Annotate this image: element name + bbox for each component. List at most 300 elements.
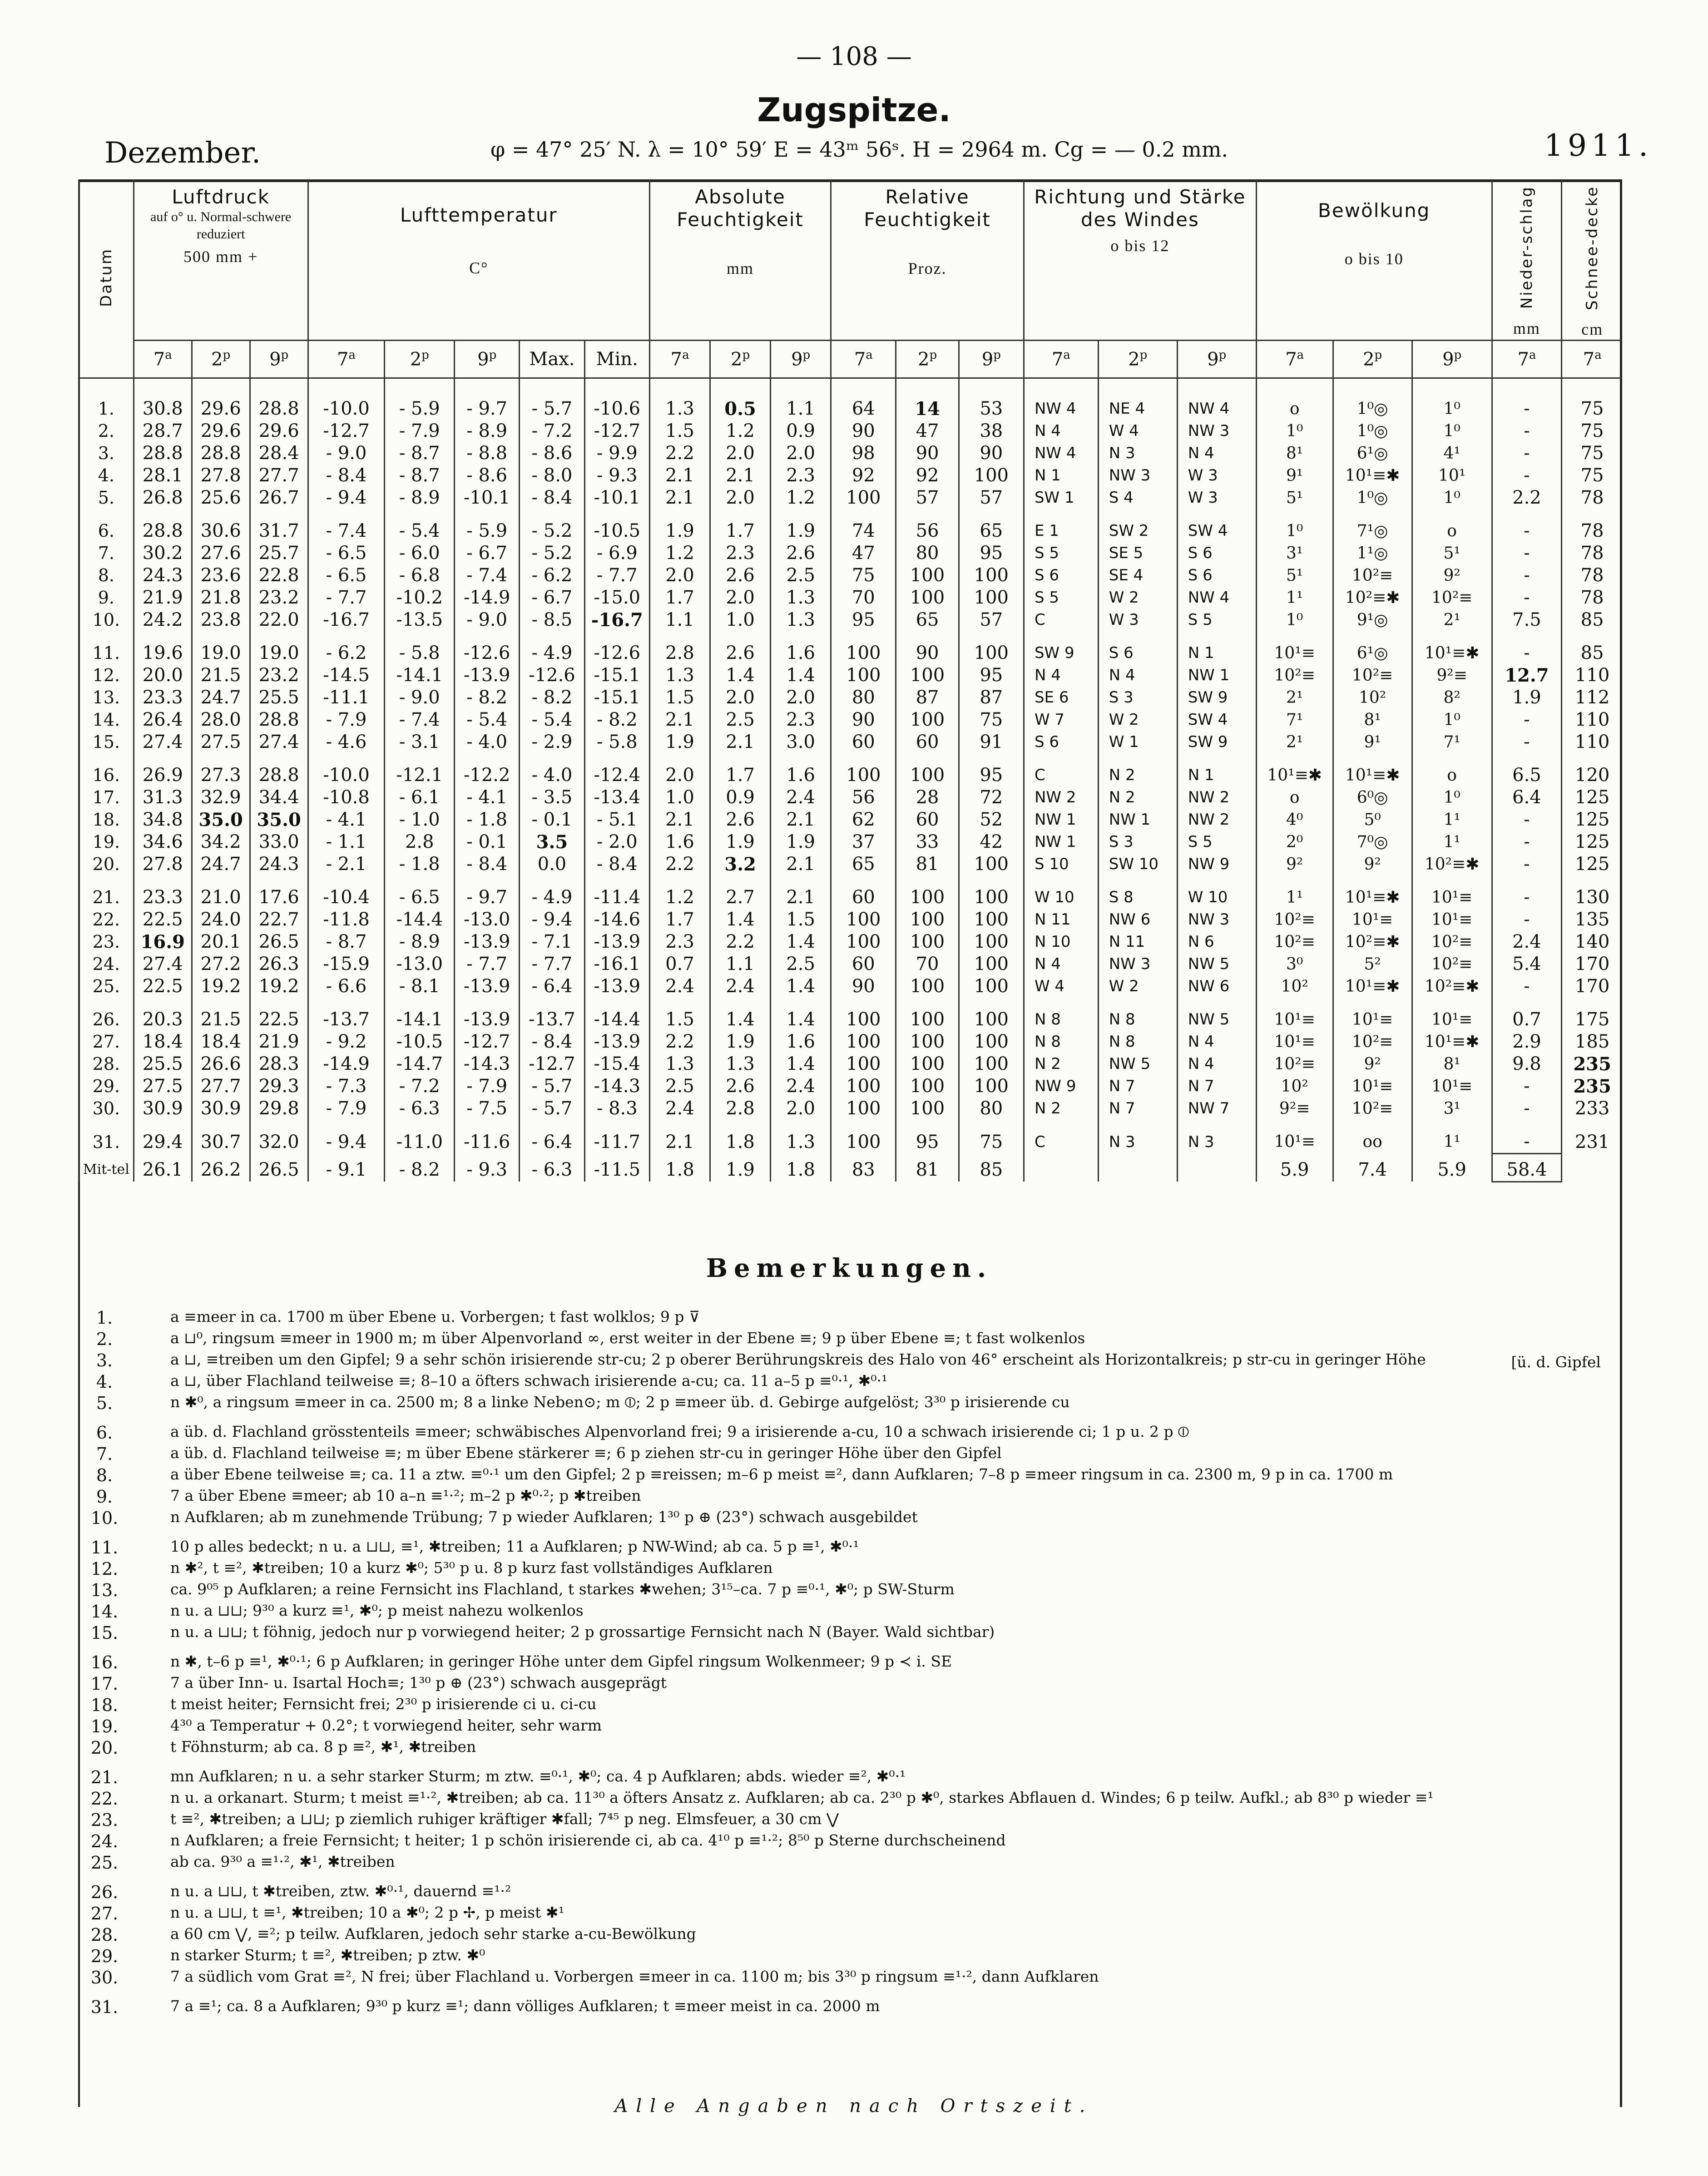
value-cell: NW 5 <box>1098 1053 1177 1075</box>
value-cell: 2.2 <box>649 1031 710 1053</box>
value-cell: 100 <box>896 753 959 786</box>
mean-cell: - 8.2 <box>385 1153 455 1182</box>
remark-text: n ✱, t–6 p ≡¹, ✱⁰·¹; 6 p Aufklaren; in geringer Höhe unter dem Gipfel ringsum Wolkenmeer; 9 p ≺ i. SE <box>170 1652 952 1670</box>
value-cell: 92 <box>831 465 896 487</box>
remark-day: 28. <box>90 1925 119 1945</box>
value-cell: - <box>1492 853 1562 875</box>
value-cell: 2.4 <box>649 1098 710 1120</box>
value-cell: S 3 <box>1098 831 1177 853</box>
value-cell: 9² <box>1412 564 1492 587</box>
table-row <box>79 609 1623 631</box>
value-cell: 6¹◎ <box>1333 442 1412 465</box>
remarks-list <box>79 1308 1614 2052</box>
value-cell: -11.0 <box>385 1120 455 1154</box>
value-cell: 34.4 <box>250 786 308 809</box>
value-cell: 2.0 <box>771 442 831 465</box>
value-cell: 100 <box>959 631 1024 664</box>
value-cell: 3¹ <box>1256 542 1333 564</box>
value-cell: - 7.4 <box>455 564 520 587</box>
value-cell: 30.2 <box>134 542 192 564</box>
value-cell: 6.5 <box>1492 753 1562 786</box>
day-cell: 5. <box>79 487 134 509</box>
remark-text: a ⊔, ≡treiben um den Gipfel; 9 a sehr schön irisierende str-cu; 2 p oberer Berührungskreis des Halo von 46° erscheint als Horizontalkreis; p str-cu in geringer Höhe <box>170 1350 1426 1368</box>
value-cell: -11.7 <box>584 1120 649 1154</box>
value-cell: 233 <box>1562 1098 1622 1120</box>
value-cell: S 6 <box>1177 564 1256 587</box>
remark-day: 21. <box>90 1767 119 1787</box>
value-cell: 33 <box>896 831 959 853</box>
value-cell: -10.2 <box>385 587 455 609</box>
value-cell: N 4 <box>1177 1031 1256 1053</box>
day-cell: 18. <box>79 809 134 831</box>
value-cell: 2.5 <box>710 709 771 731</box>
value-cell: 10¹≡ <box>1412 909 1492 931</box>
value-cell: -13.9 <box>584 931 649 953</box>
value-cell: 75 <box>1562 465 1622 487</box>
remark-text: a 60 cm ⋁, ≡²; p teilw. Aufklaren, jedoch sehr starke a-cu-Bewölkung <box>170 1925 696 1943</box>
value-cell: - 6.3 <box>385 1098 455 1120</box>
value-cell: -12.7 <box>520 1053 584 1075</box>
value-cell: 2.2 <box>649 853 710 875</box>
value-cell: SE 4 <box>1098 564 1177 587</box>
value-cell: 30.8 <box>134 398 192 420</box>
value-cell: N 11 <box>1024 909 1098 931</box>
value-cell: N 11 <box>1098 931 1177 953</box>
value-cell: NW 5 <box>1177 953 1256 975</box>
value-cell: 1⁰ <box>1412 487 1492 509</box>
value-cell: 95 <box>896 1120 959 1154</box>
value-cell: 1.3 <box>771 609 831 631</box>
value-cell: NW 6 <box>1177 975 1256 998</box>
day-cell: 6. <box>79 509 134 542</box>
value-cell: - 8.2 <box>455 687 520 709</box>
value-cell: 100 <box>896 1075 959 1098</box>
value-cell: W 7 <box>1024 709 1098 731</box>
remark-text: t ≡², ✱treiben; a ⊔⊔; p ziemlich ruhiger kräftiger ✱fall; 7⁴⁵ p neg. Elmsfeuer, a 30 cm ⋁ <box>170 1810 839 1828</box>
value-cell: 56 <box>896 509 959 542</box>
value-cell: 0.7 <box>1492 998 1562 1031</box>
value-cell: 1.9 <box>771 509 831 542</box>
value-cell: -15.1 <box>584 687 649 709</box>
remark-day: 13. <box>90 1580 119 1600</box>
value-cell: 19.6 <box>134 631 192 664</box>
value-cell: S 8 <box>1098 875 1177 909</box>
value-cell: 28.8 <box>192 442 250 465</box>
value-cell: 1.2 <box>649 542 710 564</box>
value-cell: - 6.2 <box>520 564 584 587</box>
value-cell: 2.0 <box>710 587 771 609</box>
value-cell: S 5 <box>1177 609 1256 631</box>
value-cell: 30.9 <box>192 1098 250 1120</box>
value-cell: 10¹≡ <box>1412 875 1492 909</box>
value-cell: 26.3 <box>250 953 308 975</box>
value-cell: - 5.7 <box>520 1098 584 1120</box>
value-cell: - 9.3 <box>584 465 649 487</box>
value-cell: -14.5 <box>308 664 385 687</box>
value-cell: 100 <box>896 587 959 609</box>
value-cell: - 7.5 <box>455 1098 520 1120</box>
table-row <box>79 998 1623 1031</box>
value-cell: 60 <box>831 731 896 753</box>
value-cell: -12.2 <box>455 753 520 786</box>
value-cell: 1⁰ <box>1412 709 1492 731</box>
value-cell: 90 <box>831 975 896 998</box>
value-cell: -13.9 <box>455 975 520 998</box>
mean-cell <box>1098 1153 1177 1182</box>
day-cell: 3. <box>79 442 134 465</box>
remark-day: 2. <box>96 1329 113 1349</box>
day-cell: 14. <box>79 709 134 731</box>
value-cell: 2.1 <box>771 875 831 909</box>
value-cell: NW 6 <box>1098 909 1177 931</box>
remark-text: t meist heiter; Fernsicht frei; 2³⁰ p irisierende ci u. ci-cu <box>170 1695 597 1713</box>
value-cell: 100 <box>959 1053 1024 1075</box>
value-cell: 0.9 <box>710 786 771 809</box>
remark-day: 17. <box>90 1674 119 1694</box>
value-cell: - <box>1492 731 1562 753</box>
value-cell: - 1.1 <box>308 831 385 853</box>
value-cell: -14.3 <box>584 1075 649 1098</box>
value-cell: - 8.4 <box>455 853 520 875</box>
value-cell: 16.9 <box>134 931 192 953</box>
value-cell: - 8.9 <box>455 420 520 442</box>
value-cell: 9²≡ <box>1412 664 1492 687</box>
value-cell: - 9.4 <box>308 487 385 509</box>
value-cell: W 10 <box>1024 875 1098 909</box>
value-cell: 125 <box>1562 853 1622 875</box>
remark-text: 7 a ≡¹; ca. 8 a Aufklaren; 9³⁰ p kurz ≡¹; dann völliges Aufklaren; t ≡meer meist in ca. 2000 m <box>170 1997 880 2015</box>
value-cell: 100 <box>896 875 959 909</box>
value-cell: 3.5 <box>520 831 584 853</box>
value-cell: -11.1 <box>308 687 385 709</box>
value-cell: 29.4 <box>134 1120 192 1154</box>
value-cell: - 8.9 <box>385 487 455 509</box>
value-cell: 10¹≡ <box>1412 998 1492 1031</box>
value-cell: NW 1 <box>1024 809 1098 831</box>
value-cell: NW 3 <box>1098 465 1177 487</box>
value-cell: 24.0 <box>192 909 250 931</box>
value-cell: 10¹≡✱ <box>1333 753 1412 786</box>
remark-text: a üb. d. Flachland grösstenteils ≡meer; schwäbisches Alpenvorland frei; 9 a irisierende a-cu, 10 a schwach irisierende ci; 1 p u. 2 p ⦶ <box>170 1423 1189 1440</box>
value-cell: 10²≡ <box>1333 1098 1412 1120</box>
value-cell: -14.1 <box>385 664 455 687</box>
remark-text: n u. a orkanart. Sturm; t meist ≡¹·², ✱treiben; ab ca. 11³⁰ a öfters Ansatz z. Aufklaren; ab ca. 2³⁰ p ✱⁰, starkes Abflauen d. Windes; 6 p teilw. Aufkl.; ab 8³⁰ p wieder ≡¹ <box>170 1789 1434 1806</box>
value-cell: 27.5 <box>134 1075 192 1098</box>
value-cell: 23.2 <box>250 587 308 609</box>
remark-day: 5. <box>96 1393 113 1413</box>
value-cell: 1⁰ <box>1412 398 1492 420</box>
remarks-title: Bemerkungen. <box>706 1253 993 1283</box>
value-cell: 1.4 <box>710 909 771 931</box>
value-cell: 0.9 <box>771 420 831 442</box>
value-cell: 20.3 <box>134 998 192 1031</box>
value-cell: 100 <box>896 998 959 1031</box>
value-cell: 2.6 <box>771 542 831 564</box>
value-cell: 1¹ <box>1412 809 1492 831</box>
value-cell: 47 <box>896 420 959 442</box>
value-cell: 26.4 <box>134 709 192 731</box>
table-row <box>79 809 1623 831</box>
value-cell: 28.1 <box>134 465 192 487</box>
value-cell: NW 1 <box>1098 809 1177 831</box>
value-cell: - 8.3 <box>584 1098 649 1120</box>
value-cell: 2.6 <box>710 809 771 831</box>
value-cell: 2.8 <box>649 631 710 664</box>
day-cell: 17. <box>79 786 134 809</box>
value-cell: 26.5 <box>250 931 308 953</box>
value-cell: - 6.8 <box>385 564 455 587</box>
mean-row <box>79 1153 1623 1182</box>
mean-cell: -11.5 <box>584 1153 649 1182</box>
value-cell: -14.6 <box>584 909 649 931</box>
table-row <box>79 1098 1623 1120</box>
value-cell: SE 5 <box>1098 542 1177 564</box>
value-cell: 2.0 <box>710 487 771 509</box>
value-cell: - 6.1 <box>385 786 455 809</box>
value-cell: N 6 <box>1177 931 1256 953</box>
table-row <box>79 542 1623 564</box>
value-cell: 22.8 <box>250 564 308 587</box>
value-cell: 185 <box>1562 1031 1622 1053</box>
value-cell: 1¹ <box>1256 875 1333 909</box>
remark-day: 27. <box>90 1904 119 1924</box>
value-cell: 2.1 <box>649 465 710 487</box>
value-cell: 3¹ <box>1412 1098 1492 1120</box>
value-cell: 27.4 <box>250 731 308 753</box>
lufttemperatur-header: Lufttemperatur C° <box>308 179 649 340</box>
value-cell: 72 <box>959 786 1024 809</box>
value-cell: 10¹≡✱ <box>1412 1031 1492 1053</box>
value-cell: 1⁰ <box>1256 509 1333 542</box>
value-cell: 78 <box>1562 487 1622 509</box>
value-cell: N 4 <box>1177 442 1256 465</box>
value-cell: - 7.1 <box>520 931 584 953</box>
remark-text: n u. a ⊔⊔; t föhnig, jedoch nur p vorwiegend heiter; 2 p grossartige Fernsicht nach N (Bayer. Wald sichtbar) <box>170 1623 995 1641</box>
value-cell: 1.1 <box>710 953 771 975</box>
value-cell: NW 3 <box>1177 909 1256 931</box>
value-cell: 1⁰ <box>1412 786 1492 809</box>
value-cell: 10¹≡✱ <box>1333 875 1412 909</box>
value-cell: - 8.0 <box>520 465 584 487</box>
value-cell: - 6.4 <box>520 1120 584 1154</box>
day-cell: 24. <box>79 953 134 975</box>
value-cell: N 8 <box>1024 998 1098 1031</box>
value-cell: 7¹◎ <box>1333 509 1412 542</box>
value-cell: NW 4 <box>1024 442 1098 465</box>
remark-day: 1. <box>96 1308 113 1328</box>
day-cell: 20. <box>79 853 134 875</box>
value-cell: 6.4 <box>1492 786 1562 809</box>
value-cell: 1.2 <box>710 420 771 442</box>
value-cell: 2⁰ <box>1256 831 1333 853</box>
wind-header: Richtung und Stärke des Windes o bis 12 <box>1024 179 1256 340</box>
value-cell: 26.7 <box>250 487 308 509</box>
value-cell: -14.9 <box>455 587 520 609</box>
value-cell: 10²≡✱ <box>1412 853 1492 875</box>
value-cell: 8¹ <box>1333 709 1412 731</box>
value-cell: 10¹≡ <box>1256 1031 1333 1053</box>
mean-cell: 26.1 <box>134 1153 192 1182</box>
value-cell: 100 <box>959 1075 1024 1098</box>
value-cell: - 7.9 <box>308 1098 385 1120</box>
value-cell: - 8.8 <box>455 442 520 465</box>
value-cell: - 2.9 <box>520 731 584 753</box>
value-cell: 1.1 <box>649 609 710 631</box>
remark-text: a üb. d. Flachland teilweise ≡; m über Ebene stärkerer ≡; 6 p ziehen str-cu in geringer Höhe über den Gipfel <box>170 1444 1002 1462</box>
value-cell: 1⁰◎ <box>1333 487 1412 509</box>
value-cell: N 1 <box>1024 465 1098 487</box>
remark-day: 6. <box>96 1423 113 1443</box>
value-cell: -10.1 <box>455 487 520 509</box>
value-cell: N 7 <box>1098 1098 1177 1120</box>
value-cell: 31.7 <box>250 509 308 542</box>
remark-text: a ≡meer in ca. 1700 m über Ebene u. Vorbergen; t fast wolklos; 9 p ⊽ <box>170 1308 700 1325</box>
value-cell: 100 <box>896 1031 959 1053</box>
value-cell: 5¹ <box>1256 564 1333 587</box>
value-cell: - 8.7 <box>385 442 455 465</box>
value-cell: 19.2 <box>250 975 308 998</box>
value-cell: 4⁰ <box>1256 809 1333 831</box>
remark-text: 7 a über Ebene ≡meer; ab 10 a–n ≡¹·²; m–2 p ✱⁰·²; p ✱treiben <box>170 1487 641 1504</box>
value-cell: 10¹≡✱ <box>1412 631 1492 664</box>
value-cell: W 2 <box>1098 975 1177 998</box>
value-cell: 30.6 <box>192 509 250 542</box>
day-cell: 12. <box>79 664 134 687</box>
value-cell: - 7.4 <box>385 709 455 731</box>
value-cell: 5² <box>1333 953 1412 975</box>
remark-text: 10 p alles bedeckt; n u. a ⊔⊔, ≡¹, ✱treiben; 11 a Aufklaren; p NW-Wind; ab ca. 5 p ≡¹, ✱⁰·¹ <box>170 1538 859 1555</box>
value-cell: - 5.2 <box>520 542 584 564</box>
value-cell: -14.4 <box>385 909 455 931</box>
value-cell: 2.8 <box>385 831 455 853</box>
value-cell: N 4 <box>1024 664 1098 687</box>
remark-text: ca. 9⁰⁵ p Aufklaren; a reine Fernsicht ins Flachland, t starkes ✱wehen; 3¹⁵–ca. 7 p ≡⁰·¹, ✱⁰; p SW-Sturm <box>170 1580 955 1598</box>
value-cell: 2¹ <box>1256 731 1333 753</box>
value-cell: 35.0 <box>250 809 308 831</box>
value-cell: W 1 <box>1098 731 1177 753</box>
day-cell: 10. <box>79 609 134 631</box>
value-cell: 130 <box>1562 875 1622 909</box>
value-cell: 78 <box>1562 587 1622 609</box>
value-cell: - 9.4 <box>520 909 584 931</box>
remark-day: 9. <box>96 1487 113 1507</box>
value-cell: S 6 <box>1098 631 1177 664</box>
table-row <box>79 1031 1623 1053</box>
value-cell: 2.2 <box>710 931 771 953</box>
value-cell: 14 <box>896 398 959 420</box>
value-cell: NW 9 <box>1024 1075 1098 1098</box>
value-cell: - 9.7 <box>455 875 520 909</box>
value-cell: 1.3 <box>649 398 710 420</box>
value-cell: 1.6 <box>771 753 831 786</box>
value-cell: 25.5 <box>134 1053 192 1075</box>
value-cell: 125 <box>1562 831 1622 853</box>
value-cell: 70 <box>896 953 959 975</box>
value-cell: NW 3 <box>1098 953 1177 975</box>
table-row <box>79 753 1623 786</box>
value-cell: 100 <box>959 587 1024 609</box>
value-cell: -10.5 <box>584 509 649 542</box>
remark-text: n Aufklaren; a freie Fernsicht; t heiter; 1 p schön irisierende ci, ab ca. 4¹⁰ p ≡¹·²; 8⁵⁰ p Sterne durchscheinend <box>170 1831 1006 1849</box>
value-cell: 10¹ <box>1412 465 1492 487</box>
value-cell: 1.6 <box>771 631 831 664</box>
value-cell: 1.8 <box>710 1120 771 1154</box>
remark-day: 24. <box>90 1831 119 1851</box>
value-cell: 33.0 <box>250 831 308 853</box>
value-cell: - 8.2 <box>584 709 649 731</box>
table-row <box>79 564 1623 587</box>
value-cell: -11.6 <box>455 1120 520 1154</box>
value-cell: -14.3 <box>455 1053 520 1075</box>
value-cell: 28.8 <box>134 509 192 542</box>
table-row <box>79 875 1623 909</box>
mean-cell: 1.9 <box>710 1153 771 1182</box>
value-cell: -12.4 <box>584 753 649 786</box>
value-cell: -11.8 <box>308 909 385 931</box>
value-cell: 112 <box>1562 687 1622 709</box>
value-cell: 1.9 <box>771 831 831 853</box>
value-cell: -12.6 <box>455 631 520 664</box>
value-cell: 10²≡ <box>1256 664 1333 687</box>
remark-day: 4. <box>96 1372 113 1392</box>
value-cell: 120 <box>1562 753 1622 786</box>
value-cell: -10.0 <box>308 753 385 786</box>
day-cell: 23. <box>79 931 134 953</box>
value-cell: 21.0 <box>192 875 250 909</box>
value-cell: 100 <box>831 1075 896 1098</box>
table-row <box>79 831 1623 853</box>
day-cell: 26. <box>79 998 134 1031</box>
value-cell: 28.7 <box>134 420 192 442</box>
table-row <box>79 853 1623 875</box>
value-cell: 100 <box>896 1053 959 1075</box>
day-cell: 9. <box>79 587 134 609</box>
day-cell: 30. <box>79 1098 134 1120</box>
value-cell: 24.3 <box>250 853 308 875</box>
value-cell: 0.5 <box>710 398 771 420</box>
value-cell: 2.0 <box>710 442 771 465</box>
value-cell: 2.9 <box>1492 1031 1562 1053</box>
value-cell: 1⁰ <box>1256 420 1333 442</box>
day-cell: 13. <box>79 687 134 709</box>
remark-text: a ⊔, über Flachland teilweise ≡; 8–10 a öfters schwach irisierende a-cu; ca. 11 a–5 p ≡⁰·¹, ✱⁰·¹ <box>170 1372 888 1390</box>
value-cell: 170 <box>1562 975 1622 998</box>
value-cell: 235 <box>1562 1053 1622 1075</box>
value-cell: 100 <box>959 875 1024 909</box>
value-cell: 1.3 <box>771 587 831 609</box>
value-cell: 5.4 <box>1492 953 1562 975</box>
table-row <box>79 931 1623 953</box>
value-cell: 17.6 <box>250 875 308 909</box>
value-cell: 10² <box>1256 975 1333 998</box>
value-cell: 100 <box>831 1053 896 1075</box>
value-cell: - <box>1492 587 1562 609</box>
value-cell: - 5.2 <box>520 509 584 542</box>
day-cell: 4. <box>79 465 134 487</box>
value-cell: 4¹ <box>1412 442 1492 465</box>
value-cell: 27.7 <box>192 1075 250 1098</box>
value-cell: 90 <box>831 709 896 731</box>
value-cell: N 2 <box>1098 786 1177 809</box>
value-cell: - 2.1 <box>308 853 385 875</box>
mean-cell: 7.4 <box>1333 1153 1412 1182</box>
value-cell: 56 <box>831 786 896 809</box>
value-cell: 1.2 <box>649 875 710 909</box>
subheader-row: 7$^a$ 2$^p$ 9$^p$ 7$^a$ 2$^p$ 9$^p$ Max. Min. 7$^a$ 2$^p$ 9$^p$ 7$^a$ 2$^p$ 9$^p$ 7$^a$ 2$^p$ 9$^p$ 7$^a$ 2$^p$ 9$^p$ 7$^a$ 7$^a$ <box>79 340 1623 378</box>
value-cell: SW 9 <box>1177 731 1256 753</box>
value-cell: 235 <box>1562 1075 1622 1098</box>
value-cell: 1¹ <box>1412 831 1492 853</box>
